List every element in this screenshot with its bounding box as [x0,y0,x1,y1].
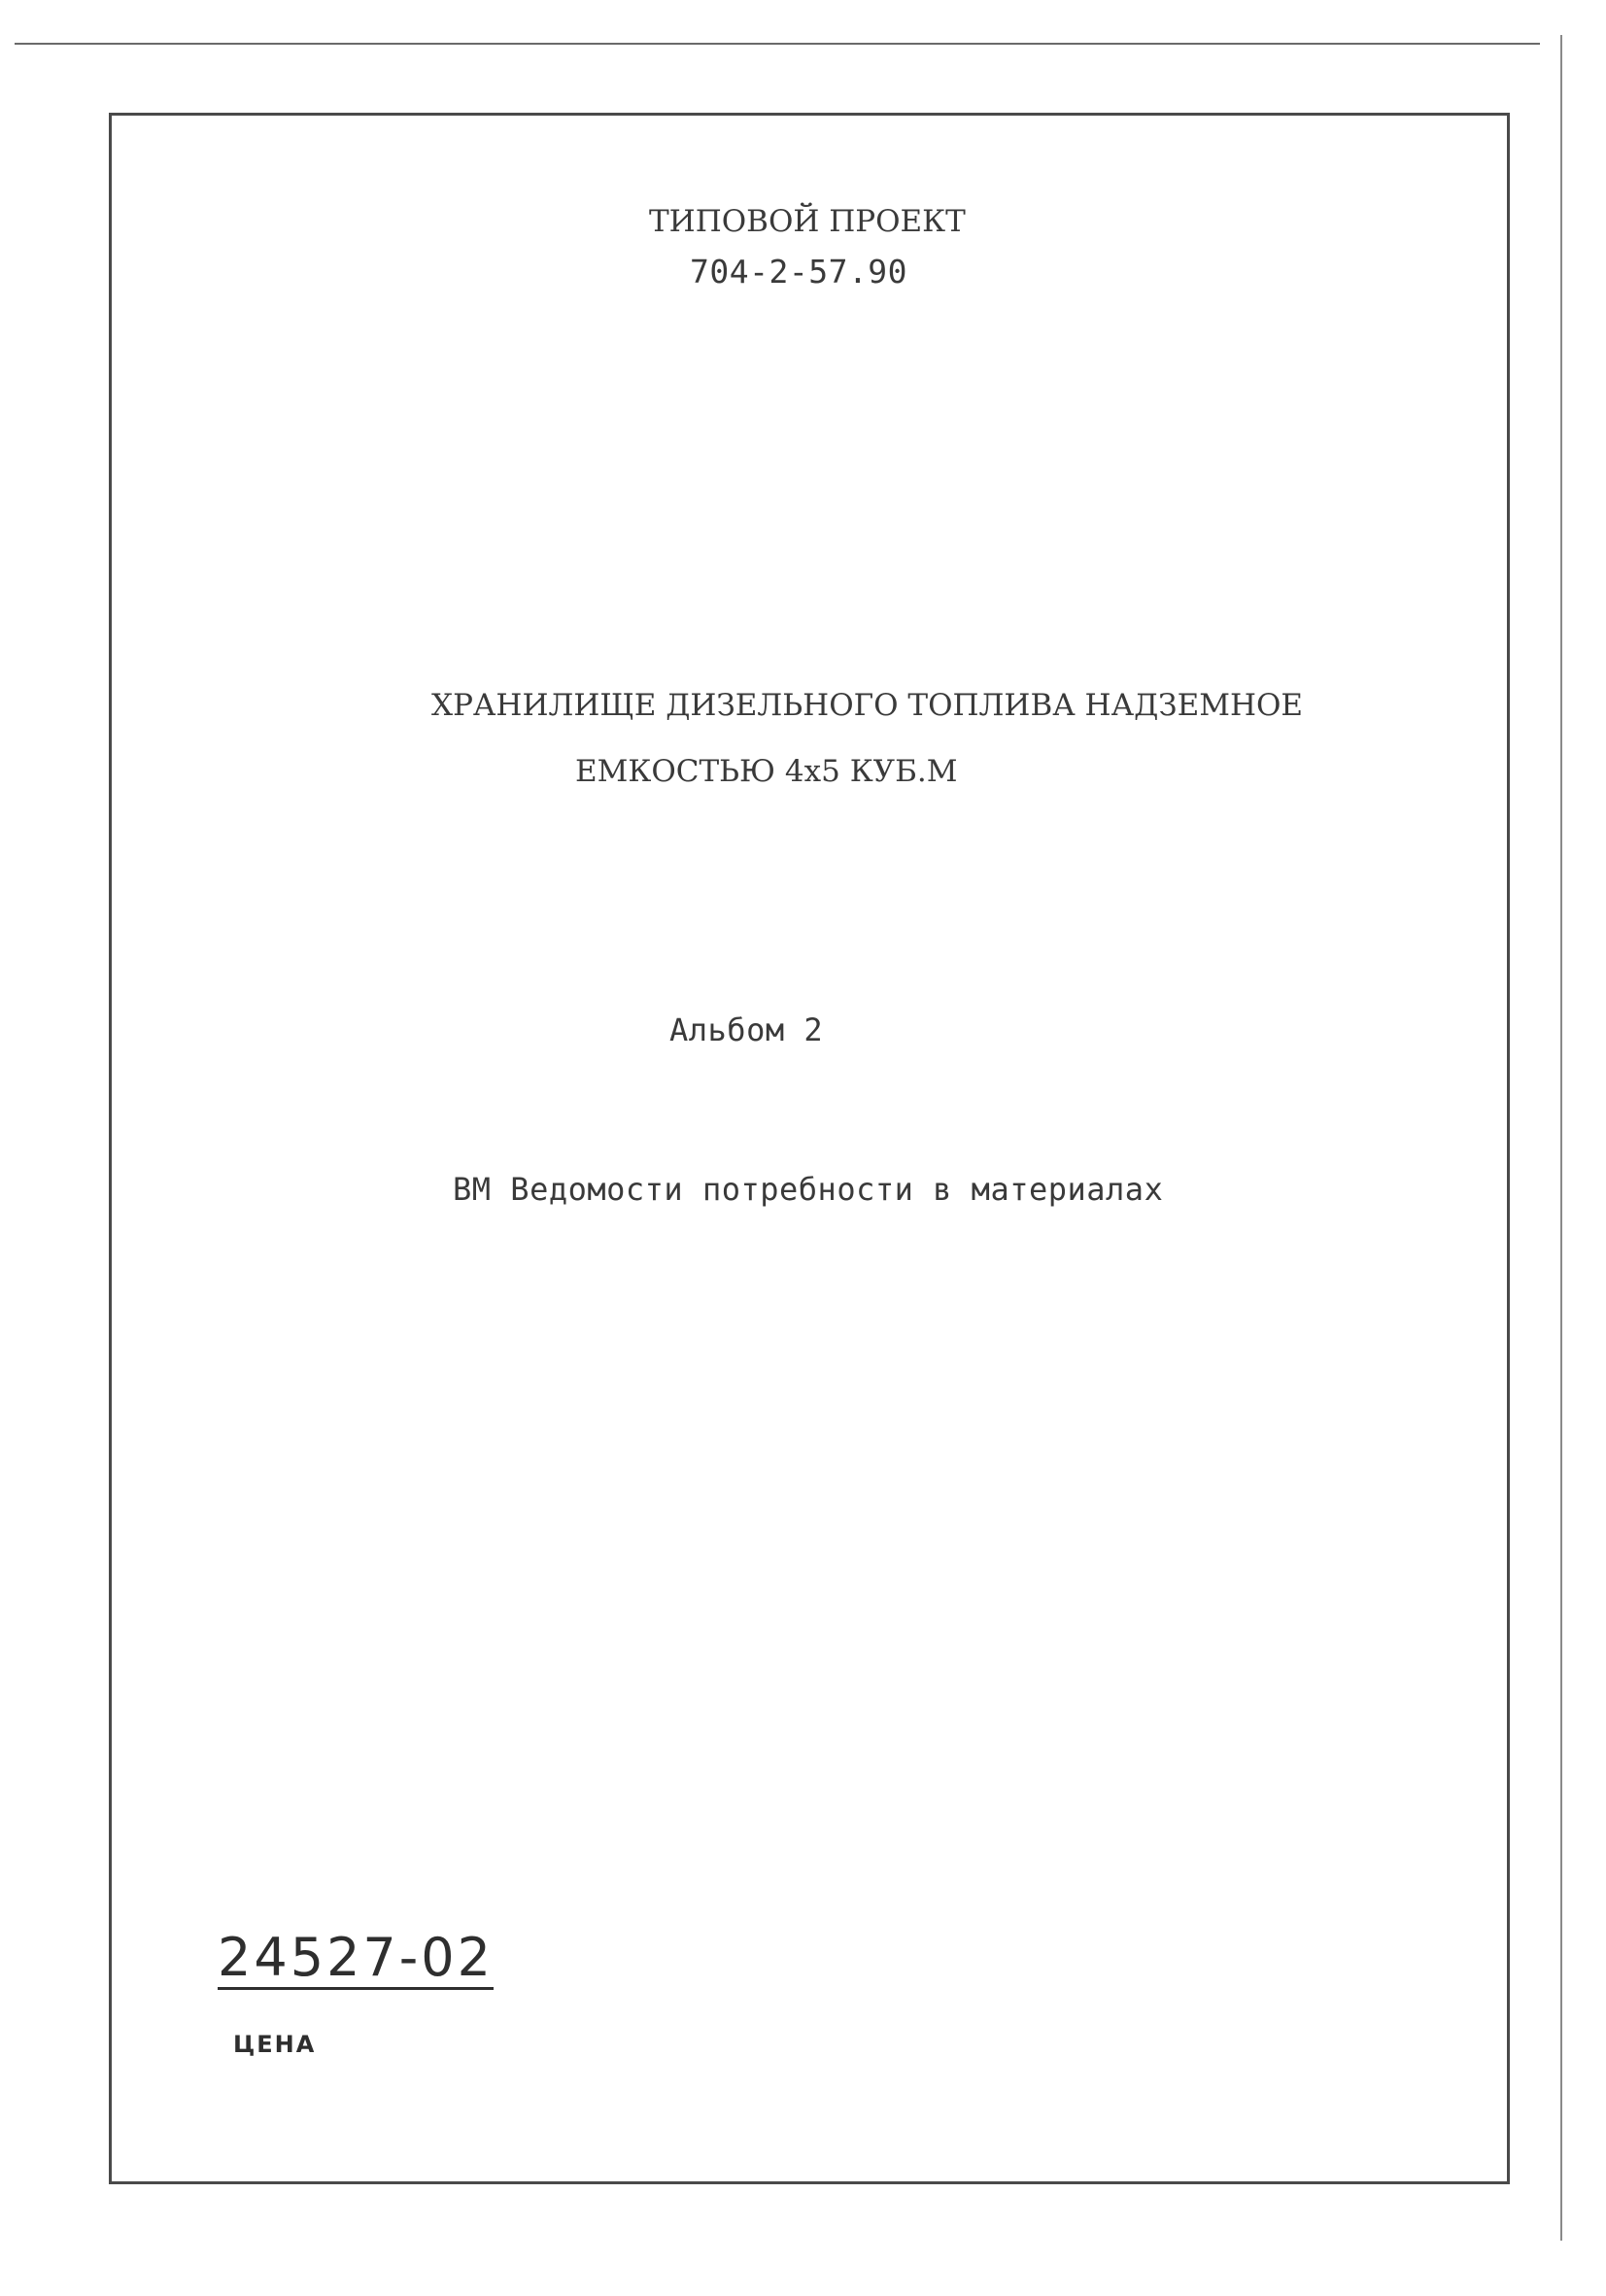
project-title-line-1: ХРАНИЛИЩЕ ДИЗЕЛЬНОГО ТОПЛИВА НАДЗЕМНОЕ [431,688,1304,723]
album-description: ВМ Ведомости потребности в материалах [453,1171,1164,1208]
project-series-heading: ТИПОВОЙ ПРОЕКТ [649,204,966,239]
project-title-line-2: ЕМКОСТЬЮ 4х5 КУБ.М [575,754,958,789]
price-label: ЦЕНА [233,2031,317,2058]
right-border-line [1560,35,1562,2241]
album-number: Альбом 2 [669,1011,824,1048]
inventory-number: 24527-02 [218,1927,494,1988]
project-code: 704-2-57.90 [690,253,908,291]
top-border-line [15,43,1540,45]
document-frame [109,113,1510,2184]
